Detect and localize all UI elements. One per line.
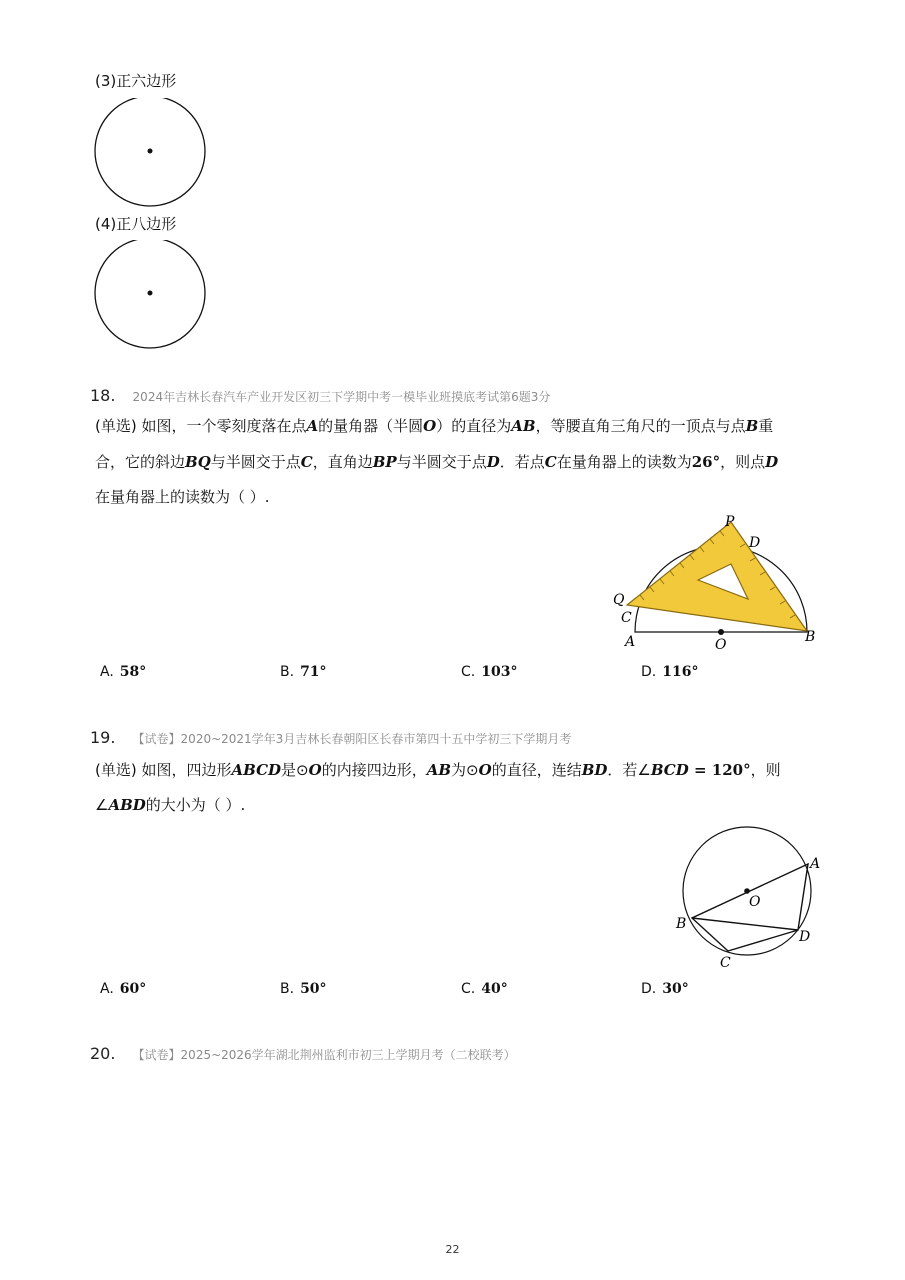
label-A: A [810,856,821,872]
segment-BD [692,918,798,930]
q18-source: 2024年吉林长春汽车产业开发区初三下学期中考一模毕业班摸底考试第6题3分 [132,390,551,404]
q18-line3: 在量角器上的读数为（ ）. [95,488,270,506]
protractor-center-dot [718,629,724,635]
label-Q: Q [613,592,625,608]
q19-header [90,728,571,747]
q19-option-a[interactable]: A. 60° [100,981,147,997]
q19-figure [668,820,828,975]
label-O: O [715,637,727,653]
label-C: C [720,955,731,971]
set-square [627,522,807,631]
hexagon-circle-figure [90,98,212,210]
label-C: C [621,610,632,626]
q20-header [90,1044,516,1063]
q18-option-a[interactable]: A. 58° [100,664,147,680]
q19-option-d[interactable]: D. 30° [641,981,689,997]
part3-label: (3)正六边形 [95,72,177,90]
label-A: A [625,634,636,650]
q18-option-d[interactable]: D. 116° [641,664,699,680]
hexagon-center-dot [148,149,153,154]
q19-option-c[interactable]: C. 40° [461,981,508,997]
q18-option-b[interactable]: B. 71° [280,664,327,680]
page-number: 22 [445,1243,460,1256]
q18-number: 18. [90,386,116,405]
q19-line2: ∠ABD的大小为（ ）. [95,796,246,814]
label-P: P [725,514,735,530]
label-B: B [676,916,687,932]
label-O: O [749,894,761,910]
q18-line1: (单选) 如图，一个零刻度落在点A的量角器（半圆O）的直径为AB，等腰直角三角尺的一顶点与点B重 [95,417,774,435]
octagon-circle-figure [90,240,212,352]
label-D: D [799,929,811,945]
q18-line2: 合，它的斜边BQ与半圆交于点C，直角边BP与半圆交于点D．若点C在量角器上的读数为26°，则点D [95,453,779,471]
q18-header [90,386,550,405]
octagon-center-dot [148,291,153,296]
q20-source: 【试卷】2025~2026学年湖北荆州监利市初三上学期月考（二校联考） [132,1048,516,1062]
q19-option-b[interactable]: B. 50° [280,981,327,997]
q19-line1: (单选) 如图，四边形ABCD是⊙O的内接四边形，AB为⊙O的直径，连结BD．若∠BCD = 120°，则 [95,761,781,779]
center-O-dot [744,888,750,894]
q18-figure [605,508,830,653]
q18-option-c[interactable]: C. 103° [461,664,518,680]
q19-number: 19. [90,728,116,747]
q20-number: 20. [90,1044,116,1063]
q19-source: 【试卷】2020~2021学年3月吉林长春朝阳区长春市第四十五中学初三下学期月考 [132,732,572,746]
label-D: D [749,535,761,551]
part4-label: (4)正八边形 [95,215,177,233]
label-B: B [805,629,816,645]
